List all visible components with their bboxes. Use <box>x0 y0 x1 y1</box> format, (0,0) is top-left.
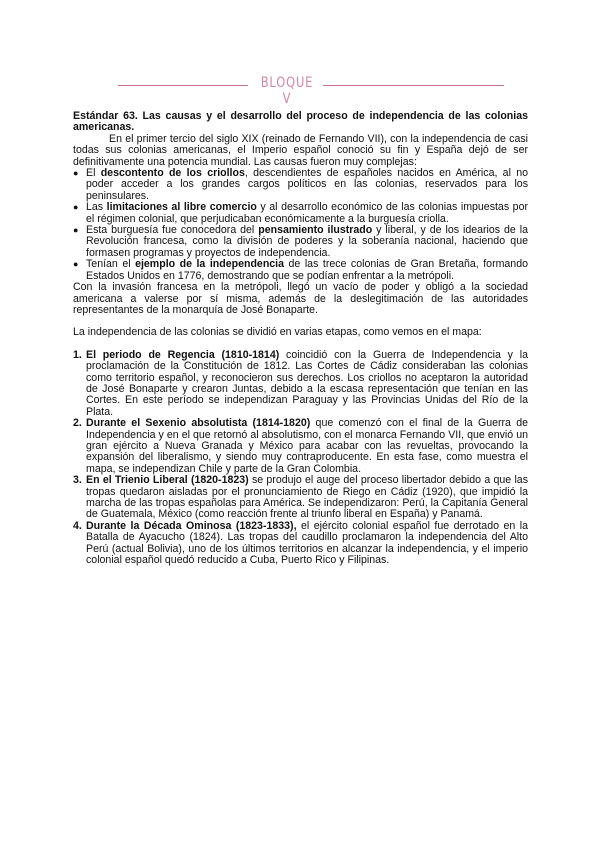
standard-title: Las causas y el desarrollo del proceso de independencia de las colonias americanas. <box>73 110 528 134</box>
stage-title: El periodo de Regencia (1810-1814) <box>86 348 280 361</box>
bullet-icon: ● <box>73 259 79 270</box>
cause-item: ● El descontento de los criollos, descendientes de españoles nacidos en América, al no poder acceder a los grandes cargos políticos en las colonias, reservados para los peninsulares. <box>73 167 528 202</box>
causes-list <box>73 168 528 282</box>
document-body <box>73 111 528 566</box>
stage-item <box>73 418 528 475</box>
stage-title: En el Trienio Liberal (1820-1823) <box>86 474 249 487</box>
stage-number: 2. <box>73 417 82 430</box>
stage-number: 1. <box>73 348 82 361</box>
standard-label: Estándar 63. <box>73 110 138 122</box>
cause-key: ejemplo de la independencia <box>135 258 285 271</box>
stage-title: Durante el Sexenio absolutista (1814-1820) <box>86 417 311 430</box>
cause-key: descontento de los criollos <box>100 167 245 180</box>
consequence-paragraph: Con la invasión francesa en la metrópoli, llegó un vacío de poder y obligó a la sociedad americana a valerse por sí misma, además de la deslegitimación de las autoridades representantes de la monarquía de José Bonaparte. <box>73 281 528 316</box>
standard-heading <box>73 111 528 134</box>
header-rule-right <box>323 85 504 86</box>
stage-text: coincidió con la Guerra de Independencia y la proclamación de la Constitución de 1812. Las Cortes de Cádiz consideraban las colonias como territorio español, y reconocieron sus derechos. Los criollos no aceptaron la autoridad de José Bonaparte y crearon Juntas, debido a la escasa representación que tenían en las Cortes. En este período se independizan Paraguay y las Provincias Unidas del Río de la Plata. <box>86 348 529 418</box>
bullet-icon: ● <box>73 168 79 179</box>
stage-title: Durante la Década Ominosa (1823-1833), <box>86 519 297 532</box>
stage-text: se produjo el auge del proceso libertador debido a que las tropas quedaron aisladas por el pronunciamiento de Riego en Cádiz (1920), que impidió la marcha de las tropas españolas para América. Se independizaron: Perú, la Capitanía General de Guatemala, México (como reacción frente al triunfo liberal en España) y Panamá. <box>86 474 528 521</box>
block-header <box>118 75 504 107</box>
stage-item <box>73 521 528 567</box>
stage-item <box>73 350 528 418</box>
bullet-icon: ● <box>73 202 79 213</box>
stage-text: el ejército colonial español fue derrotado en la Batalla de Ayacucho (1824). Las tropas del caudillo proclamaron la independencia del Alto Perú (actual Bolivia), uno de los últimos territorios en alcanzar la independencia, y el imperio colonial español quedó reducido a Cuba, Puerto Rico y Filipinas. <box>86 519 528 567</box>
cause-item: ● Tenían el ejemplo de la independencia de las trece colonias de Gran Bretaña, formando Estados Unidos en 1776, demostrando que se podían enfrentar a la metrópoli. <box>73 258 528 282</box>
stage-number: 3. <box>73 474 82 487</box>
cause-key: limitaciones al libre comercio <box>106 201 257 214</box>
cause-item: ● Esta burguesía fue conocedora del pensamiento ilustrado y liberal, y de los idearios de la Revolución francesa, como la división de poderes y la soberanía nacional, haciendo que formasen programas y proyectos de independencia. <box>73 224 528 259</box>
cause-key: pensamiento ilustrado <box>258 224 373 237</box>
stage-text: que comenzó con el final de la Guerra de Independencia y en el que retornó al absolutismo, con el monarca Fernando VII, que envió un gran ejército a Nueva Granada y México para acabar con las revueltas, provocando la expansión del liberalismo, y siendo muy contraproducente. En esta fase, como muestra el mapa, se independizan Chile y parte de la Gran Colombia. <box>86 417 528 475</box>
stage-item <box>73 475 528 521</box>
stage-number: 4. <box>73 519 82 532</box>
intro-paragraph: En el primer tercio del siglo XIX (reinado de Fernando VII), con la independencia de casi todas sus colonias americanas, el Imperio español conoció su fin y España dejó de ser definitivamente una potencia mundial. Las causas fueron muy complejas: <box>73 132 528 168</box>
bullet-icon: ● <box>73 225 79 236</box>
block-title: BLOQUE V <box>260 75 314 107</box>
cause-item: ● Las limitaciones al libre comercio y al desarrollo económico de las colonias impuestas por el régimen colonial, que perjudicaban económicamente a la burguesía criolla. <box>73 201 528 225</box>
stages-list <box>73 350 528 567</box>
stages-intro: La independencia de las colonias se dividió en varias etapas, como vemos en el mapa: <box>73 326 482 339</box>
header-rule-left <box>118 85 248 86</box>
